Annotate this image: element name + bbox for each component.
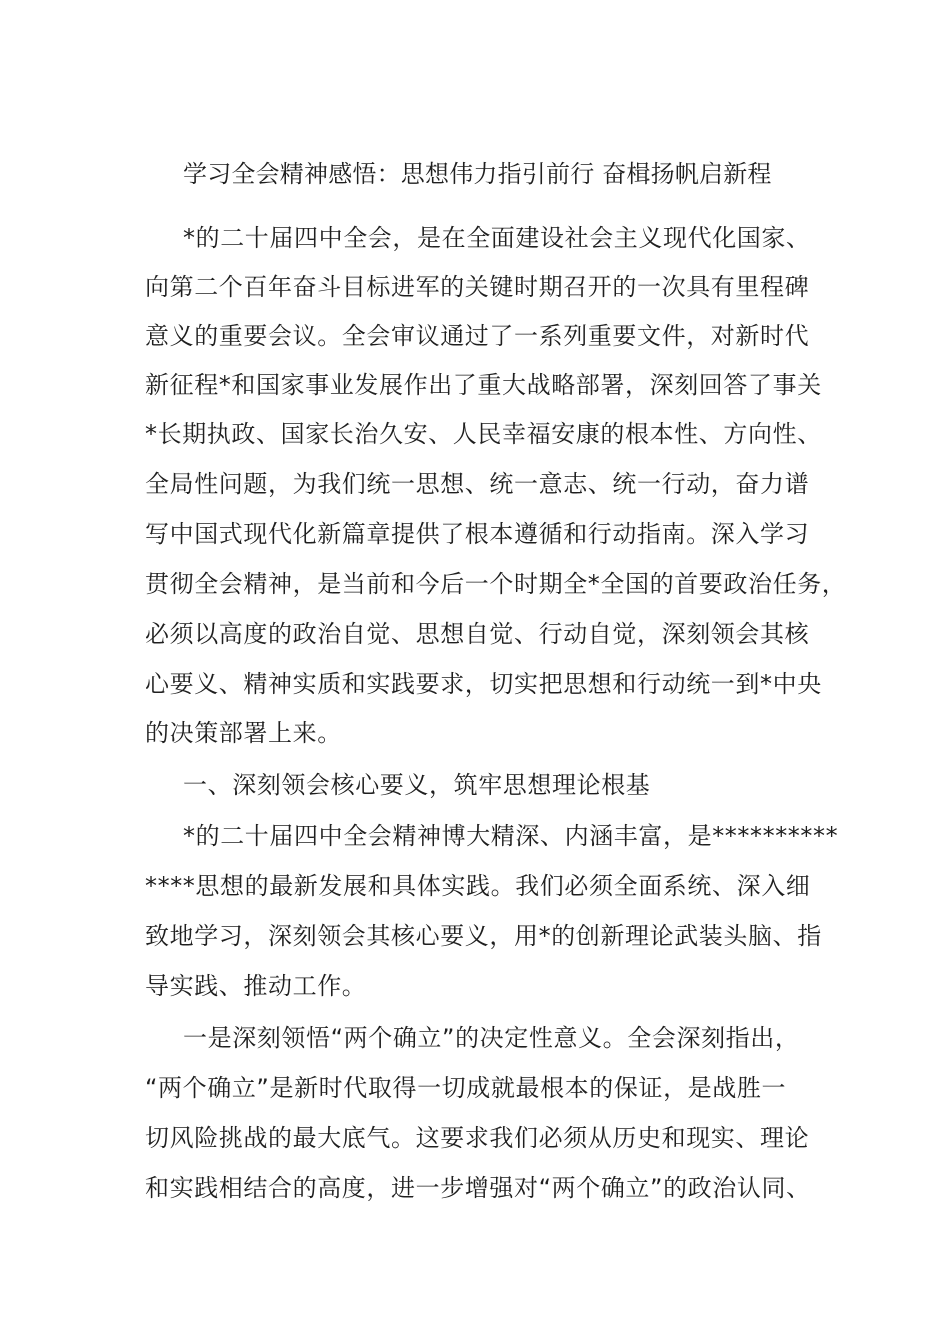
paragraph-line: 意义的重要会议。全会审议通过了一系列重要文件，对新时代 xyxy=(145,322,810,350)
paragraph-line: 的决策部署上来。 xyxy=(145,719,342,747)
paragraph-line: *的二十届四中全会精神博大精深、内涵丰富，是********** xyxy=(183,822,839,850)
section-heading: 一、深刻领会核心要义，筑牢思想理论根基 xyxy=(183,771,651,799)
paragraph-line: 向第二个百年奋斗目标进军的关键时期召开的一次具有里程碑 xyxy=(145,273,810,301)
paragraph-line: 切风险挑战的最大底气。这要求我们必须从历史和现实、理论 xyxy=(145,1124,810,1152)
paragraph-line: 和实践相结合的高度，进一步增强对“两个确立”的政治认同、 xyxy=(145,1174,811,1202)
paragraph-line: 致地学习，深刻领会其核心要义，用*的创新理论武装头脑、指 xyxy=(145,922,822,950)
paragraph-line: *的二十届四中全会，是在全面建设社会主义现代化国家、 xyxy=(183,224,811,252)
paragraph-line: *长期执政、国家长治久安、人民幸福安康的根本性、方向性、 xyxy=(145,420,822,448)
paragraph-line: 全局性问题，为我们统一思想、统一意志、统一行动，奋力谱 xyxy=(145,470,810,498)
paragraph-line: 一是深刻领悟“两个确立”的决定性意义。全会深刻指出， xyxy=(183,1024,800,1052)
paragraph-line: 必须以高度的政治自觉、思想自觉、行动自觉，深刻领会其核 xyxy=(145,620,810,648)
document-title: 学习全会精神感悟：思想伟力指引前行 奋楫扬帆启新程 xyxy=(183,160,772,188)
paragraph-line: 心要义、精神实质和实践要求，切实把思想和行动统一到*中央 xyxy=(145,670,822,698)
paragraph-line: “两个确立”是新时代取得一切成就最根本的保证，是战胜一 xyxy=(145,1074,787,1102)
paragraph-line: 贯彻全会精神，是当前和今后一个时期全*全国的首要政治任务， xyxy=(145,570,847,598)
paragraph-line: 新征程*和国家事业发展作出了重大战略部署，深刻回答了事关 xyxy=(145,371,822,399)
paragraph-line: ****思想的最新发展和具体实践。我们必须全面系统、深入细 xyxy=(145,872,811,900)
paragraph-line: 写中国式现代化新篇章提供了根本遵循和行动指南。深入学习 xyxy=(145,520,810,548)
paragraph-line: 导实践、推动工作。 xyxy=(145,972,367,1000)
